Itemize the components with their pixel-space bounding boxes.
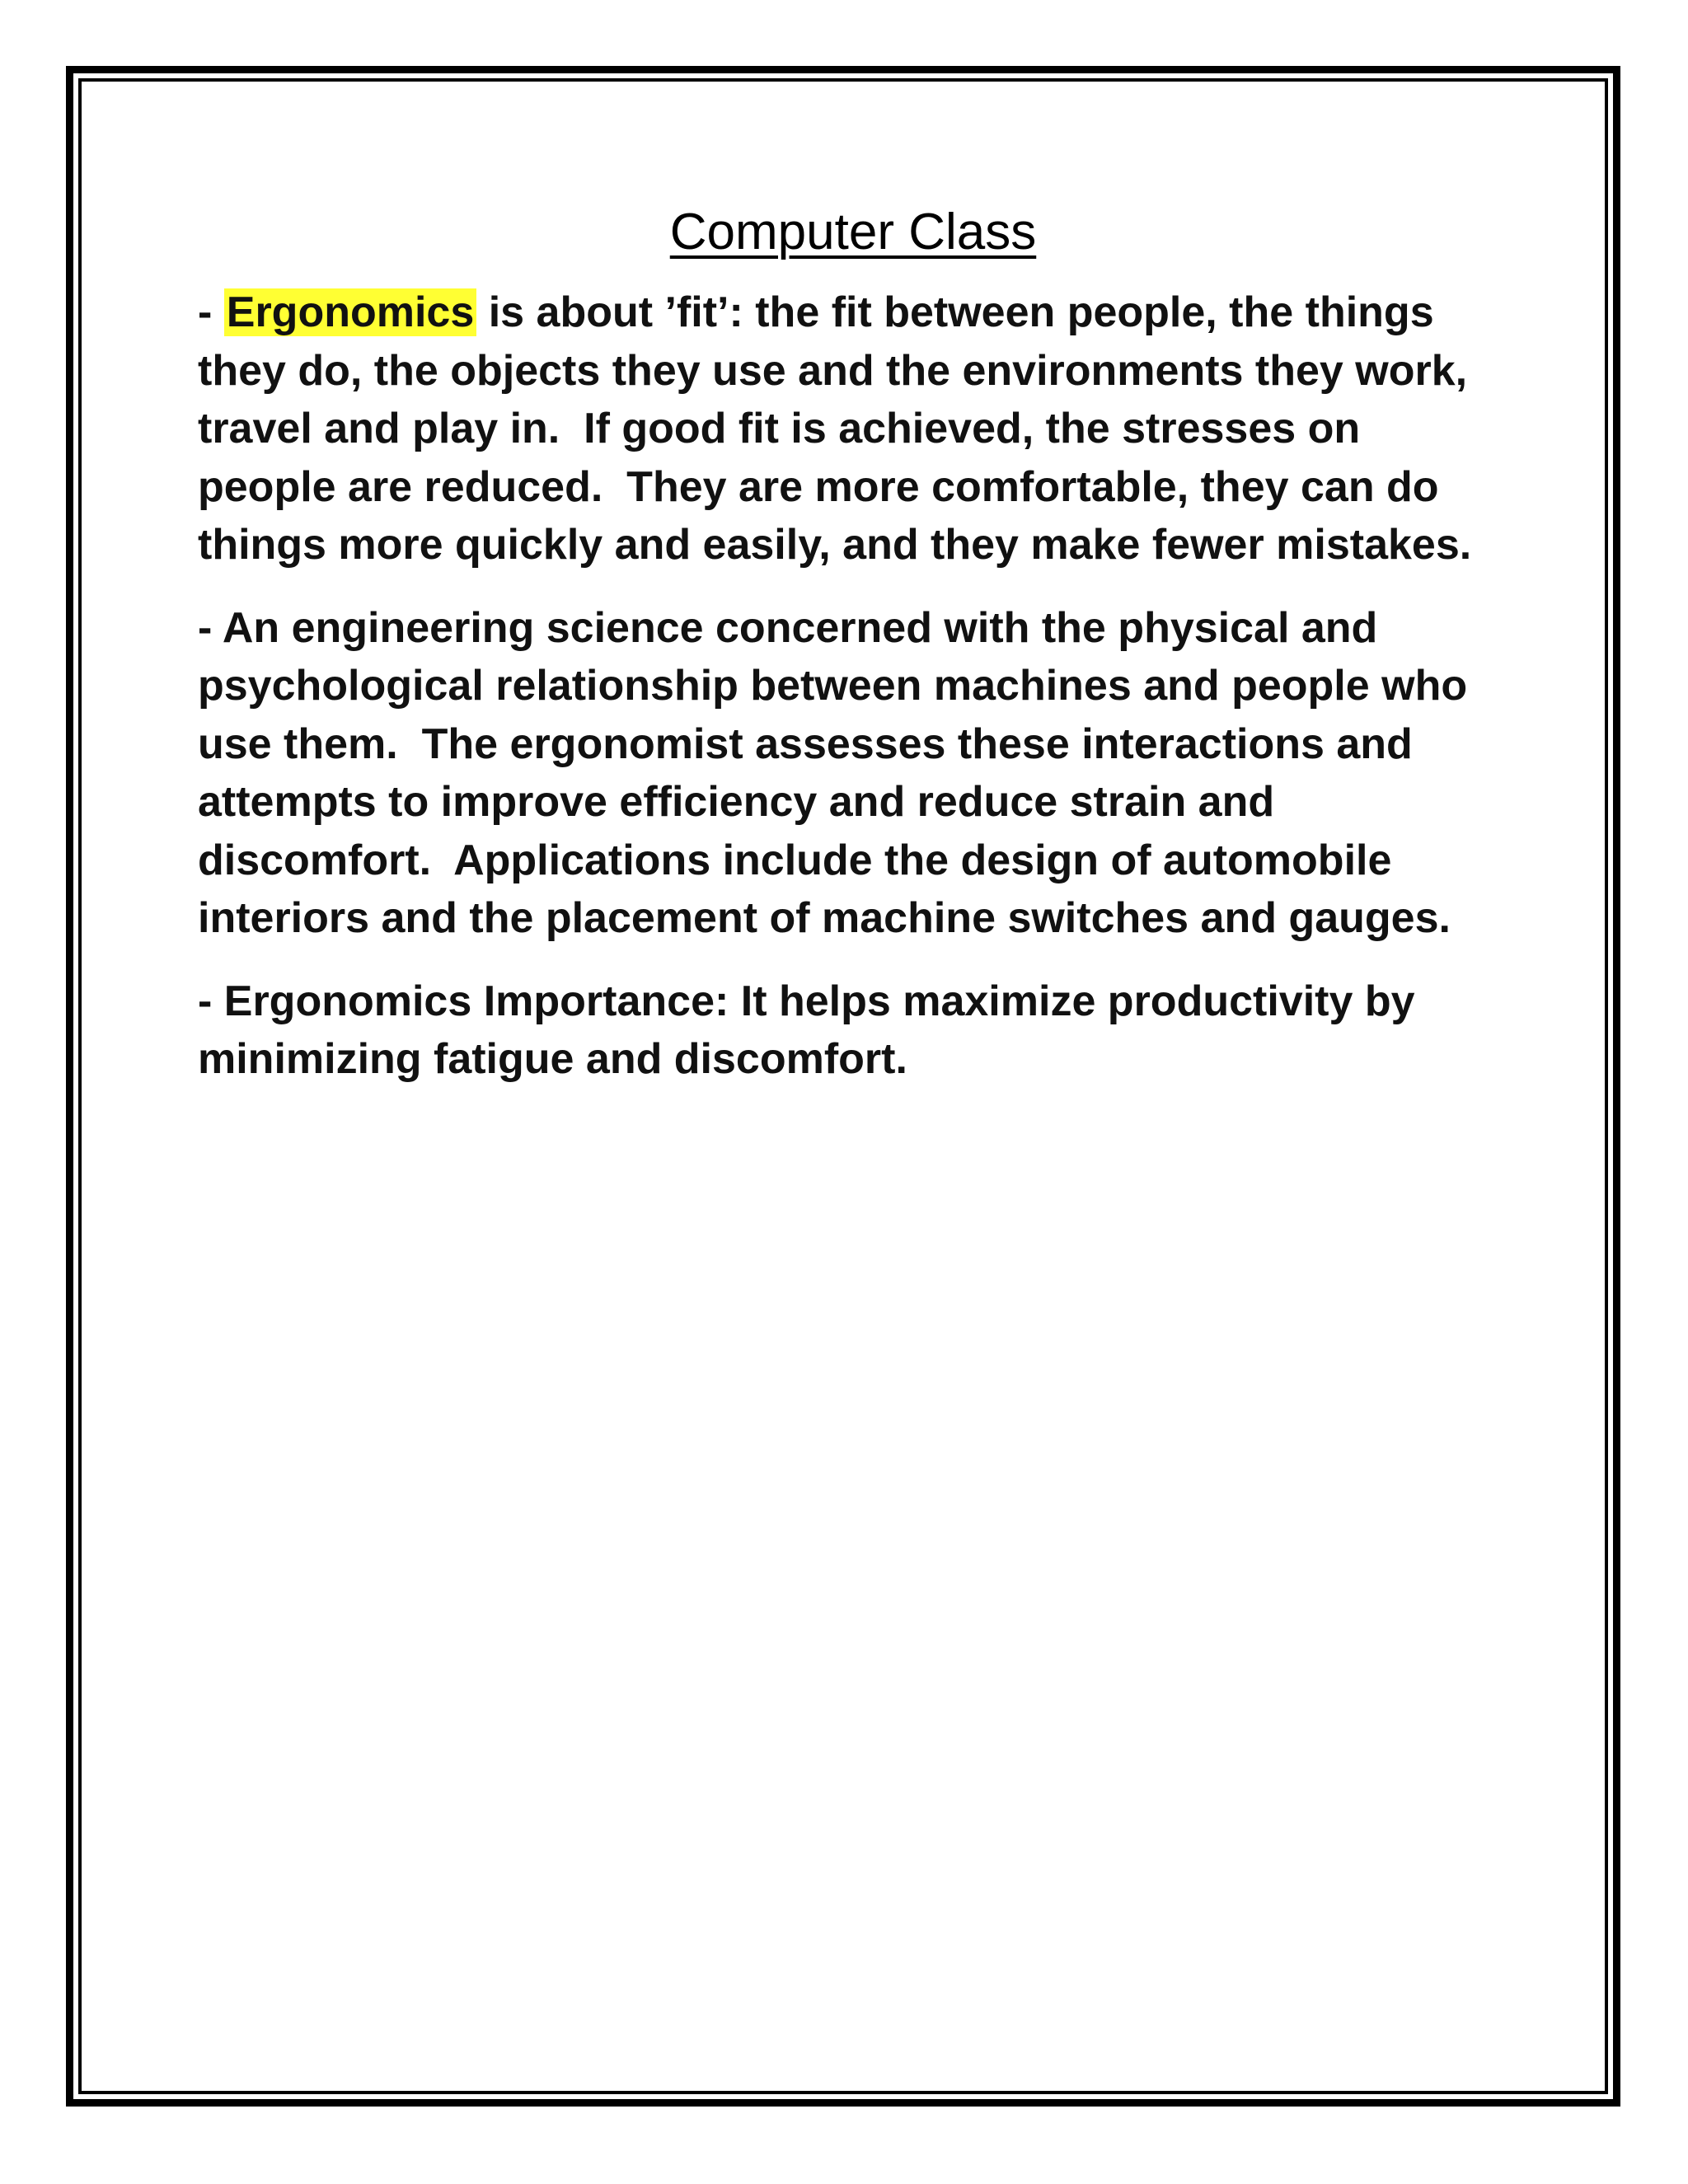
page-title: Computer Class [669, 204, 1037, 260]
highlighted-term: Ergonomics [224, 288, 477, 336]
paragraph-text: is about ’fit’: the fit between people, the things they do, the objects they use and the environments they work, travel and play in. If good fit is achieved, the stresses on people are reduced. They are more comfortable, they can do things more quickly and easily, and they make fewer mistakes. [198, 288, 1479, 569]
paragraph-importance: - Ergonomics Importance: It helps maximize productivity by minimizing fatigue and discomfort. [198, 977, 1427, 1083]
paragraph-engineering-science: - An engineering science concerned with the physical and psychological relationship between machines and people who use them. The ergonomist assesses these interactions and attempts to improve efficiency and reduce strain and discomfort. Applications include the design of automobile interiors and the placement of machine switches and gauges. [198, 603, 1479, 942]
paragraph-ergonomics-fit [198, 284, 1508, 574]
document-content [198, 198, 1508, 1113]
bullet-dash: - [198, 288, 224, 336]
